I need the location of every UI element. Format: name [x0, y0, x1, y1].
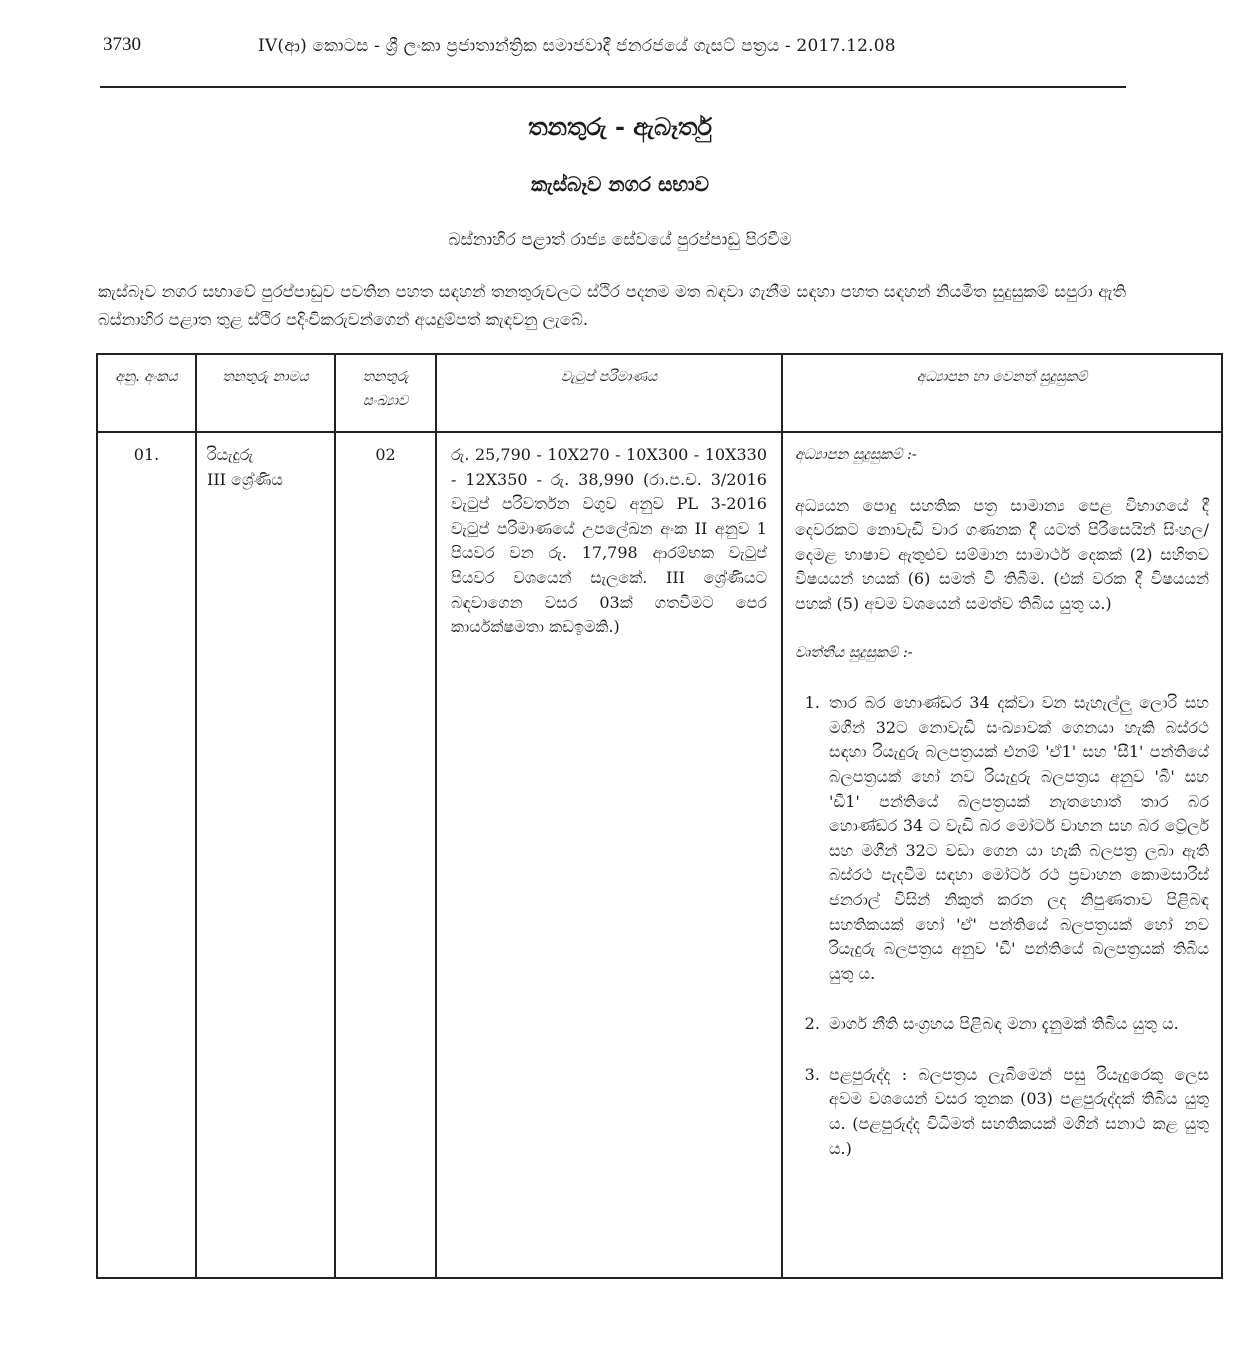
- cell-serial-no: 01.: [97, 432, 196, 1278]
- cell-salary-scale: රු. 25,790 - 10X270 - 10X300 - 10X330 - 12X350 - රු. 38,990 (රා.ප.ච. 3/2016 වැටුප් පරිවර්තන වගුව අනුව PL 3-2016 වැටුප් පරිමාණයේ උපලේඛන අංක II අනුව 1 පියවර වන රු. 17,798 ආරම්භක වැටුප් පියවර වශයෙන් සැලකේ. III ශ්‍රේණියට බඳවාගෙන වසර 03ක් ගතවීමට පෙර කාර්යක්ෂමතා කඩඉමකි.): [436, 432, 782, 1278]
- intro-paragraph: කැස්බෑව නගර සභාවේ පුරප්පාඩුව පවතින පහත සඳහන් තනතුරුවලට ස්ථිර පදනම මත බඳවා ගැනීම සඳහා පහත සඳහන් නියමිත සුදුසුකම් සපුරා ඇති බස්නාහිර පළාත තුළ ස්ථිර පදිංචිකරුවන්ගෙන් අයදුම්පත් කැඳවනු ලැබේ.: [98, 282, 1126, 329]
- header-rule: [100, 86, 1126, 88]
- post-name-line: රියැදුරු: [207, 445, 254, 464]
- vacancy-table: [96, 353, 1223, 1279]
- page-number: 3730: [103, 34, 141, 55]
- header-post-name: තනතුරු නාමය: [196, 354, 335, 432]
- header-serial-no: අනු. අංකය: [97, 354, 196, 432]
- education-heading: අධ්‍යාපන සුදුසුකම් :-: [795, 447, 917, 463]
- header-post-count: තනතුරු සංඛ්‍යාව: [335, 354, 436, 432]
- cell-post-name: [196, 432, 335, 1278]
- professional-heading: වෘත්තීය සුදුසුකම් :-: [795, 644, 913, 661]
- table-header-row: [97, 354, 1222, 432]
- cell-post-count: 02: [335, 432, 436, 1278]
- header-salary-scale: වැටුප් පරිමාණය: [436, 354, 782, 432]
- running-header: IV(ආ) කොටස - ශ්‍රී ලංකා ප්‍රජාතාන්ත්‍රික සමාජවාදී ජනරජයේ ගැසට් පත්‍රය - 2017.12.08: [258, 36, 896, 56]
- section-title: තනතුරු - ඇබෑර්තු: [528, 112, 712, 141]
- notice-subtitle: බස්නාහිර පළාත් රාජ්‍ය සේවයේ පුරප්පාඩු පිරවීම: [448, 230, 792, 250]
- list-item: 2. මාර්ග නීති සංග්‍රහය පිළිබඳ මනා දැනුමක් තිබිය යුතු ය.: [825, 1012, 1209, 1037]
- education-text: අධ්‍යයන පොදු සහතික පත්‍ර සාමාන්‍ය පෙළ විභාගයේ දී දෙවරකට නොවැඩි වාර ගණනක දී යටත් පිරිසෙයින් සිංහල/දෙමළ භාෂාව ඇතුළුව සම්මාන සාමාර්ථ දෙකක් (2) සහිතව විෂයයන් හයක් (6) සමත් වී තිබීම. (එක් වරක දී විෂයයන් පහක් (5) අවම වශයෙන් සමත්ව තිබිය යුතු ය.): [795, 495, 1209, 613]
- list-item: 1. තාර බර හොණ්ඩර 34 දක්වා වන සැහැල්ලු ලොරි සහ මගීන් 32ට නොවැඩි සංඛ්‍යාවක් ගෙනයා හැකි බස්රථ සඳහා රියැදුරු බලපත්‍රයක් එනම් 'ඒ1' සහ 'සී1' පන්තියේ බලපත්‍රයක් හෝ නව රියැදුරු බලපත්‍රය අනුව 'බී' සහ 'ඩී1' පන්තියේ බලපත්‍රයක් නැතහොත් තාර බර හොණ්ඩර 34 ට වැඩි බර මෝටර් වාහන සහ බර ට්‍රේලර් සහ මගීන් 32ට වඩා ගෙන යා හැකි බලපත්‍ර ලබා ඇති බස්රථ පැදවීම සඳහා මෝටර් රථ ප්‍රවාහන කොමසාරිස් ජනරාල් විසින් නිකුත් කරන ලද නිපුණතාව පිළිබඳ සහතිකයක් හෝ 'ඒ' පන්තියේ බලපත්‍රයක් හෝ නව රියැදුරු බලපත්‍රය අනුව 'ඩී' පන්තියේ බලපත්‍රයක් තිබිය යුතු ය.: [825, 691, 1209, 986]
- list-item: 3. පළපුරුද්ද : බලපත්‍රය ලැබීමෙන් පසු රියැදුරෙකු ලෙස අවම වශයෙන් වසර තුනක (03) පළපුරුද්දක් තිබිය යුතු ය. (පළපුරුද්ද විධිමත් සහතිකයක් මගින් සනාථ කළ යුතු ය.): [825, 1063, 1209, 1161]
- organization-title: කැස්බෑව නගර සභාව: [530, 172, 710, 196]
- post-grade-line: III ශ්‍රේණිය: [207, 469, 283, 489]
- table-row: [97, 432, 1222, 1278]
- cell-qualifications: [782, 432, 1222, 1278]
- header-qualifications: අධ්‍යාපන හා වෙනත් සුදුසුකම්: [782, 354, 1222, 432]
- professional-requirements-list: [795, 691, 1209, 1161]
